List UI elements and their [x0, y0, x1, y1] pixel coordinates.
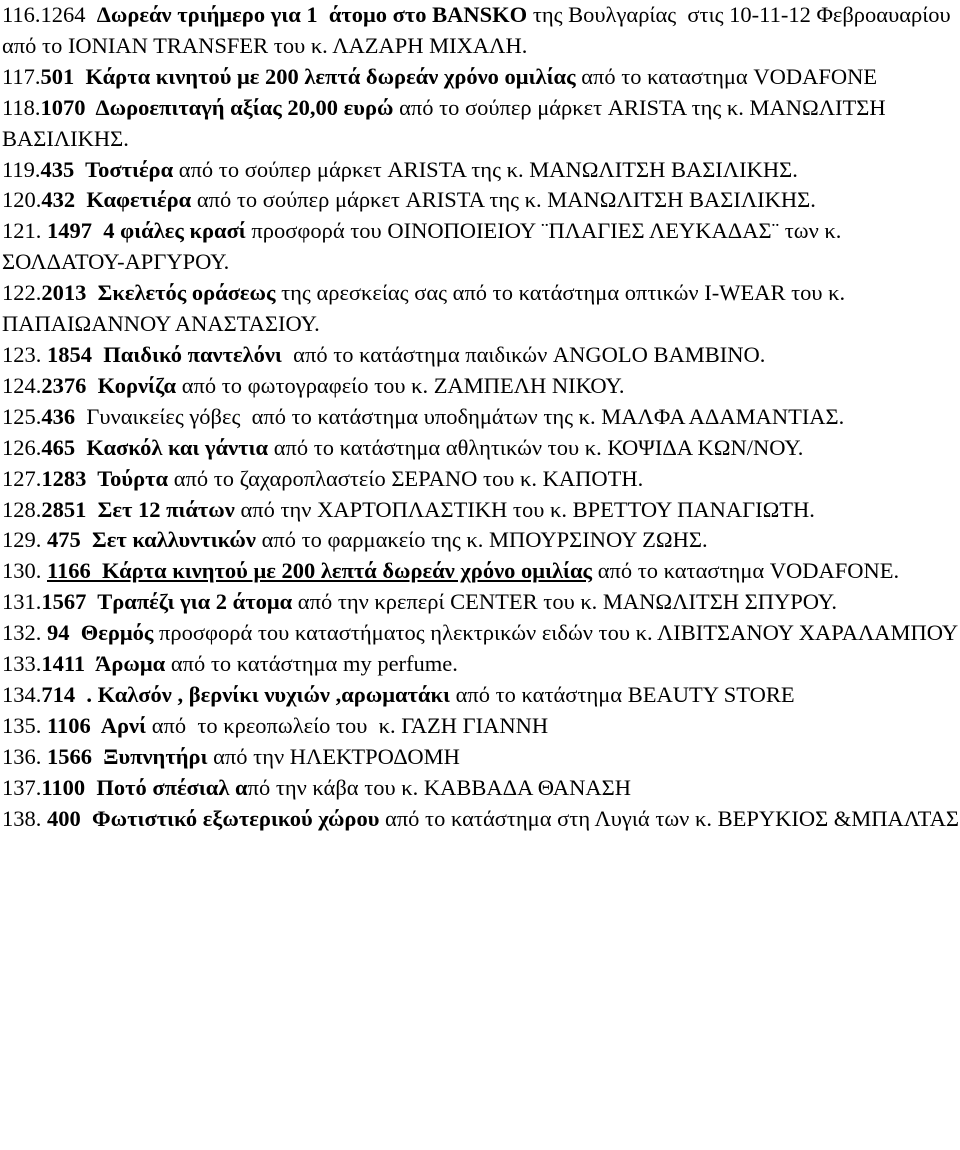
item-text: 122.	[2, 280, 42, 306]
item-text: 119.	[2, 156, 41, 182]
item-title: 1070 Δωροεπιταγή αξίας 20,00 ευρώ	[40, 94, 394, 120]
item-title: 714 . Καλσόν , βερνίκι νυχιών ,αρωματάκι	[41, 681, 450, 707]
item-text: προσφορά του καταστήματος ηλεκτρικών ειδών του κ. ΛΙΒΙΤΣΑΝΟΥ ΧΑΡΑΛΑΜΠΟΥ	[153, 620, 959, 646]
item-text: από το σούπερ μάρκετ ARISTA της κ. ΜΑΝΩΛΙΤΣΗ ΒΑΣΙΛΙΚΗΣ.	[2, 94, 892, 151]
item-text: Γυναικείες γόβες από το κατάστημα υποδημάτων της κ. ΜΑΛΦΑ ΑΔΑΜΑΝΤΙΑΣ.	[75, 403, 845, 429]
item-text: της αρεσκείας σας από το κατάστημα οπτικών I-WEAR του κ. ΠΑΠΑΙΩΑΝΝΟΥ ΑΝΑΣΤΑΣΙΟΥ.	[2, 280, 851, 337]
list-item	[2, 216, 960, 278]
item-text: από το σούπερ μάρκετ ARISTA της κ. ΜΑΝΩΛΙΤΣΗ ΒΑΣΙΛΙΚΗΣ.	[191, 187, 816, 213]
item-title: 1100 Ποτό σπέσιαλ α	[41, 774, 248, 800]
item-title: 1567 Τραπέζι για 2 άτομα	[41, 589, 293, 615]
item-text: 118.	[2, 94, 41, 120]
item-title: 400 Φωτιστικό εξωτερικού χώρου	[47, 805, 380, 831]
list-item	[2, 649, 960, 680]
item-text: από το καταστημα VODAFONE	[575, 63, 878, 89]
item-text: 135.	[2, 712, 47, 738]
item-title: 94 Θερμός	[47, 620, 154, 646]
item-text: από το κατάστημα my perfume.	[165, 651, 458, 677]
item-title: 501 Κάρτα κινητού με 200 λεπτά δωρεάν χρόνο ομιλίας	[40, 63, 576, 89]
item-text: από το φαρμακείο της κ. ΜΠΟΥΡΣΙΝΟΥ ΖΩΗΣ.	[255, 527, 708, 553]
list-item	[2, 371, 960, 402]
item-text: 133.	[2, 651, 42, 677]
list-item	[2, 0, 960, 62]
list-item	[2, 278, 960, 340]
item-title: 1566 Ξυπνητήρι	[47, 743, 208, 769]
item-text: από την ΧΑΡΤΟΠΛΑΣΤΙΚΗ του κ. ΒΡΕΤΤΟΥ ΠΑΝΑΓΙΩΤΗ.	[234, 496, 815, 522]
item-title: 1166 Κάρτα κινητού με 200 λεπτά δωρεάν χρόνο ομιλίας	[47, 558, 593, 584]
item-title: 2376 Κορνίζα	[41, 372, 177, 398]
item-title: 2851 Σετ 12 πιάτων	[41, 496, 235, 522]
list-item	[2, 556, 960, 587]
item-text: από την ΗΛΕΚΤΡΟΔΟΜΗ	[207, 743, 460, 769]
entry-list	[2, 0, 960, 834]
item-title: 1411 Άρωμα	[41, 651, 166, 677]
item-text: 134.	[2, 681, 42, 707]
item-title: 432 Καφετιέρα	[41, 187, 192, 213]
item-text: 132.	[2, 620, 47, 646]
list-item	[2, 773, 960, 804]
item-text: 128.	[2, 496, 42, 522]
item-text: από το κρεοπωλείο του κ. ΓΑΖΗ ΓΙΑΝΝΗ	[146, 712, 549, 738]
item-title: 1854 Παιδικό παντελόνι	[47, 341, 282, 367]
item-text: 117.	[2, 63, 41, 89]
item-text: πό την κάβα του κ. ΚΑΒΒΑΔΑ ΘΑΝΑΣΗ	[247, 774, 631, 800]
item-text: 130.	[2, 558, 47, 584]
item-text: 131.	[2, 589, 42, 615]
item-text: 120.	[2, 187, 42, 213]
item-title: 435 Τοστιέρα	[40, 156, 174, 182]
item-text: 125.	[2, 403, 42, 429]
item-title: 1106 Αρνί	[47, 712, 147, 738]
item-text: 123.	[2, 341, 47, 367]
item-text: 116.1264	[2, 2, 97, 27]
list-item	[2, 495, 960, 526]
list-item	[2, 340, 960, 371]
list-item	[2, 155, 960, 186]
item-title: 436	[41, 403, 76, 429]
item-title: 475 Σετ καλλυντικών	[47, 527, 256, 553]
list-item	[2, 93, 960, 155]
item-text: από το κατάστημα παιδικών ANGOLO BAMBINO.	[281, 341, 766, 367]
item-text: 137.	[2, 774, 42, 800]
item-title: 1497 4 φιάλες κρασί	[47, 218, 246, 244]
item-title: 2013 Σκελετός οράσεως	[41, 280, 276, 306]
list-item	[2, 680, 960, 711]
item-text: από το κατάστημα BEAUTY STORE	[449, 681, 795, 707]
item-text: από το σούπερ μάρκετ ARISTA της κ. ΜΑΝΩΛΙΤΣΗ ΒΑΣΙΛΙΚΗΣ.	[173, 156, 798, 182]
list-item	[2, 185, 960, 216]
list-item	[2, 433, 960, 464]
item-text: από το κατάστημα στη Λυγιά των κ. ΒΕΡΥΚΙΟΣ &ΜΠΑΛΤΑΣ	[379, 805, 959, 831]
item-text: 129.	[2, 527, 47, 553]
item-text: προσφορά του ΟΙΝΟΠΟΙΕΙΟΥ ¨ΠΛΑΓΙΕΣ ΛΕΥΚΑΔΑΣ¨ των κ. ΣΟΛΔΑΤΟΥ-ΑΡΓΥΡΟΥ.	[2, 218, 847, 275]
list-item	[2, 587, 960, 618]
item-text: από το κατάστημα αθλητικών του κ. ΚΟΨΙΔΑ ΚΩΝ/ΝΟΥ.	[268, 434, 804, 460]
list-item	[2, 711, 960, 742]
list-item	[2, 525, 960, 556]
item-text: 126.	[2, 434, 42, 460]
item-text: 138.	[2, 805, 47, 831]
item-text: 136.	[2, 743, 47, 769]
item-text: της Βουλγαρίας στις 10-11-12 Φεβροαυαρίου από το IONIAN TRANSFER του κ. ΛΑΖΑΡΗ ΜΙΧΑΛΗ.	[2, 2, 957, 58]
list-item	[2, 618, 960, 649]
list-item	[2, 742, 960, 773]
item-text: 121.	[2, 218, 47, 244]
list-item	[2, 402, 960, 433]
list-item	[2, 804, 960, 835]
item-text: από την κρεπερί CENTER του κ. ΜΑΝΩΛΙΤΣΗ ΣΠΥΡΟΥ.	[292, 589, 837, 615]
item-text: από το ζαχαροπλαστείο ΣΕΡΑΝΟ του κ. ΚΑΠΟΤΗ.	[168, 465, 644, 491]
item-text: 127.	[2, 465, 42, 491]
item-title: 1283 Τούρτα	[41, 465, 169, 491]
item-text: από το καταστημα VODAFONE.	[592, 558, 900, 584]
list-item	[2, 62, 960, 93]
item-title: 465 Κασκόλ και γάντια	[41, 434, 269, 460]
item-title: Δωρεάν τριήμερο για 1 άτομο στο BANSKO	[96, 2, 528, 27]
list-item	[2, 464, 960, 495]
item-text: από το φωτογραφείο του κ. ΖΑΜΠΕΛΗ ΝΙΚΟΥ.	[176, 372, 625, 398]
item-text: 124.	[2, 372, 42, 398]
